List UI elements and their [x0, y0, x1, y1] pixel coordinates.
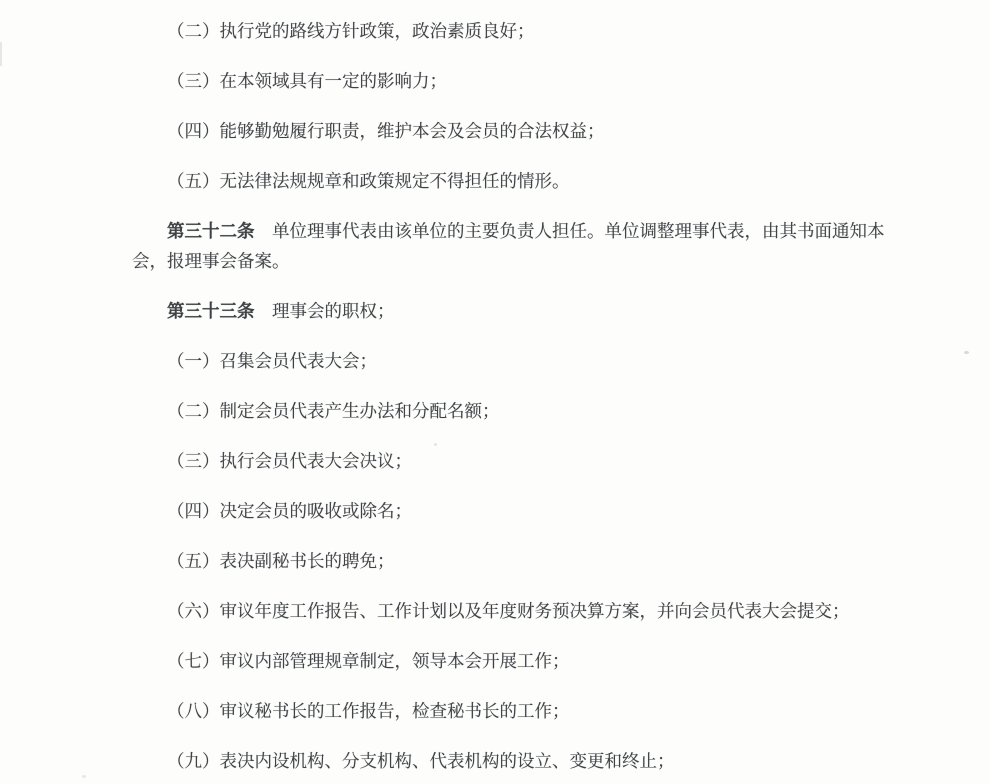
clause-item: （五）表决副秘书长的聘免； [167, 551, 395, 571]
clause-item: （二）制定会员代表产生办法和分配名额； [167, 401, 500, 421]
scan-artifact-speck [964, 351, 969, 354]
clause-item: （七）审议内部管理规章制定，领导本会开展工作； [167, 651, 570, 671]
clause-item: （四）能够勤勉履行职责，维护本会及会员的合法权益； [167, 121, 605, 141]
document-text-block [132, 0, 888, 784]
clause-item: （四）决定会员的吸收或除名； [167, 501, 412, 521]
scan-artifact-speck [434, 443, 437, 446]
clause-item: （二）执行党的路线方针政策，政治素质良好； [167, 21, 535, 41]
article-paragraph [132, 216, 888, 276]
article-number-label: 第三十二条 [167, 221, 255, 241]
clause-item: （五）无法律法规规章和政策规定不得担任的情形。 [167, 171, 570, 191]
clause-item: （八）审议秘书长的工作报告，检查秘书长的工作； [167, 701, 570, 721]
clause-item: （六）审议年度工作报告、工作计划以及年度财务预决算方案，并向会员代表大会提交； [167, 601, 850, 621]
clause-item: （三）执行会员代表大会决议； [167, 451, 412, 471]
scan-artifact-speck [82, 775, 86, 778]
article-number-label: 第三十三条 [167, 301, 255, 321]
clause-item: （一）召集会员代表大会； [167, 351, 377, 371]
article-body-text: 单位理事代表由该单位的主要负责人担任。单位调整理事代表，由其书面通知本会，报理事会备案。 [132, 221, 885, 271]
clause-item: （三）在本领域具有一定的影响力； [167, 71, 447, 91]
clause-item: （九）表决内设机构、分支机构、代表机构的设立、变更和终止； [167, 751, 675, 771]
scan-edge-artifact [0, 42, 2, 66]
article-paragraph [132, 296, 888, 326]
article-body-text: 理事会的职权； [254, 301, 395, 321]
